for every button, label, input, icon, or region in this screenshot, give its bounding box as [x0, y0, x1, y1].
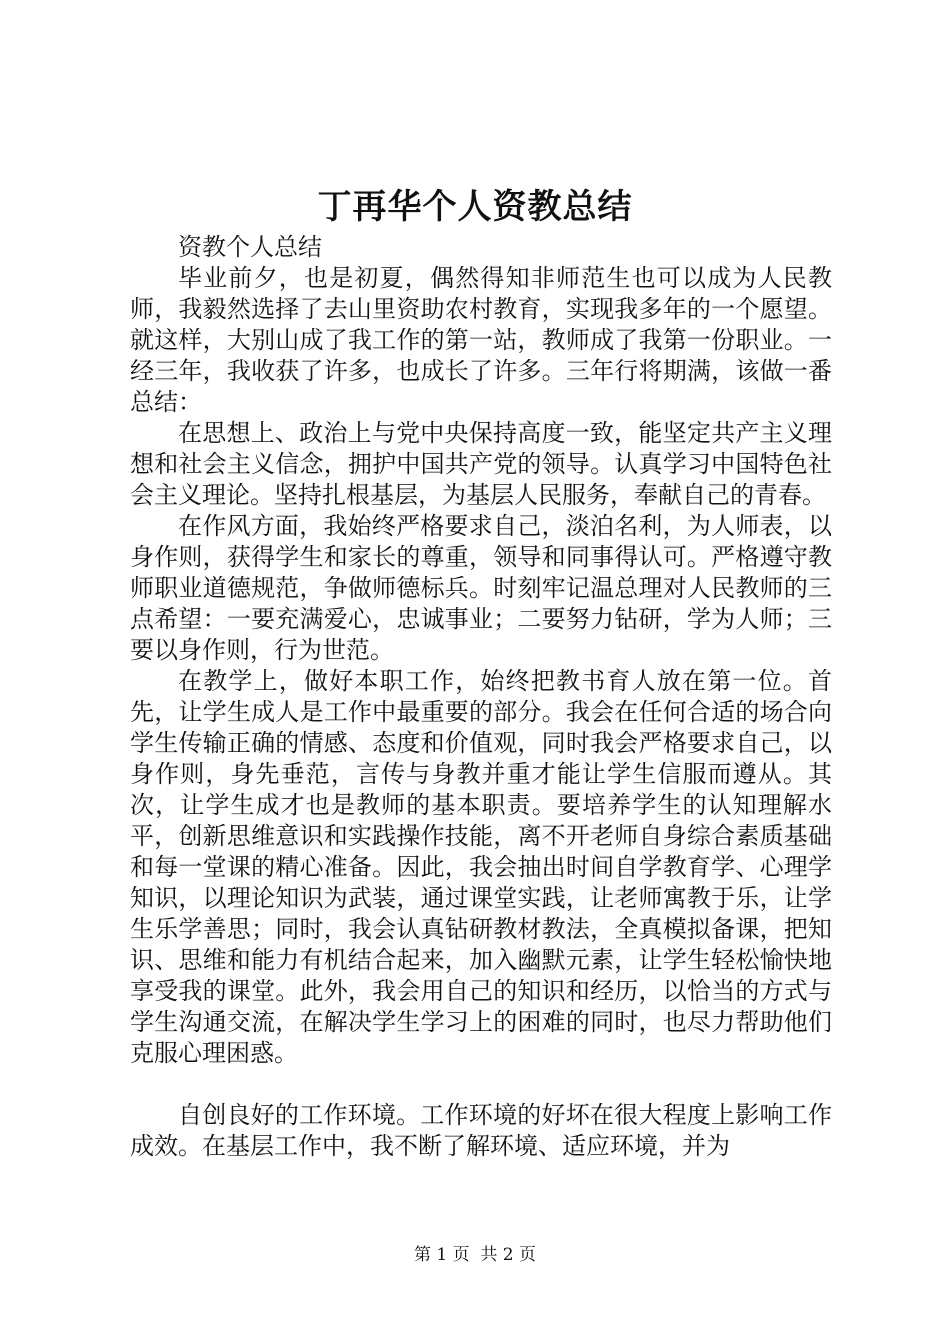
paragraph-teaching: 在教学上，做好本职工作，始终把教书育人放在第一位。首先，让学生成人是工作中最重要的部分。我会在任何合适的场合向学生传输正确的情感、态度和价值观，同时我会严格要求自己，以身作则，身先垂范，言传与身教并重才能让学生信服而遵从。其次，让学生成才也是教师的基本职责。要培养学生的认知理解水平，创新思维意识和实践操作技能，离不开老师自身综合素质基础和每一堂课的精心准备。因此，我会抽出时间自学教育学、心理学知识，以理论知识为武装，通过课堂实践，让老师寓教于乐，让学生乐学善思；同时，我会认真钻研教材教法，全真模拟备课，把知识、思维和能力有机结合起来，加入幽默元素，让学生轻松愉快地享受我的课堂。此外，我会用自己的知识和经历，以恰当的方式与学生沟通交流，在解决学生学习上的困难的同时，也尽力帮助他们克服心理困惑。	[130, 667, 832, 1067]
document-body	[130, 232, 832, 1162]
paragraph-environment: 自创良好的工作环境。工作环境的好坏在很大程度上影响工作成效。在基层工作中，我不断了解环境、适应环境，并为	[130, 1101, 832, 1160]
paragraph-conduct: 在作风方面，我始终严格要求自己，淡泊名利，为人师表，以身作则，获得学生和家长的尊重，领导和同事得认可。严格遵守教师职业道德规范，争做师德标兵。时刻牢记温总理对人民教师的三点希望：一要充满爱心，忠诚事业；二要努力钻研，学为人师；三要以身作则，行为世范。	[130, 512, 832, 664]
document-title: 丁再华个人资教总结	[317, 187, 633, 227]
paragraph-ideology: 在思想上、政治上与党中央保持高度一致，能坚定共产主义理想和社会主义信念，拥护中国共产党的领导。认真学习中国特色社会主义理论。坚持扎根基层，为基层人民服务，奉献自己的青春。	[130, 419, 832, 509]
paragraph-subtitle: 资教个人总结	[178, 233, 322, 261]
page-footer: 第 1 页 共 2 页	[413, 1245, 537, 1265]
paragraph-intro: 毕业前夕，也是初夏，偶然得知非师范生也可以成为人民教师，我毅然选择了去山里资助农村教育，实现我多年的一个愿望。就这样，大别山成了我工作的第一站，教师成了我第一份职业。一经三年，我收获了许多，也成长了许多。三年行将期满，该做一番总结：	[130, 264, 832, 416]
